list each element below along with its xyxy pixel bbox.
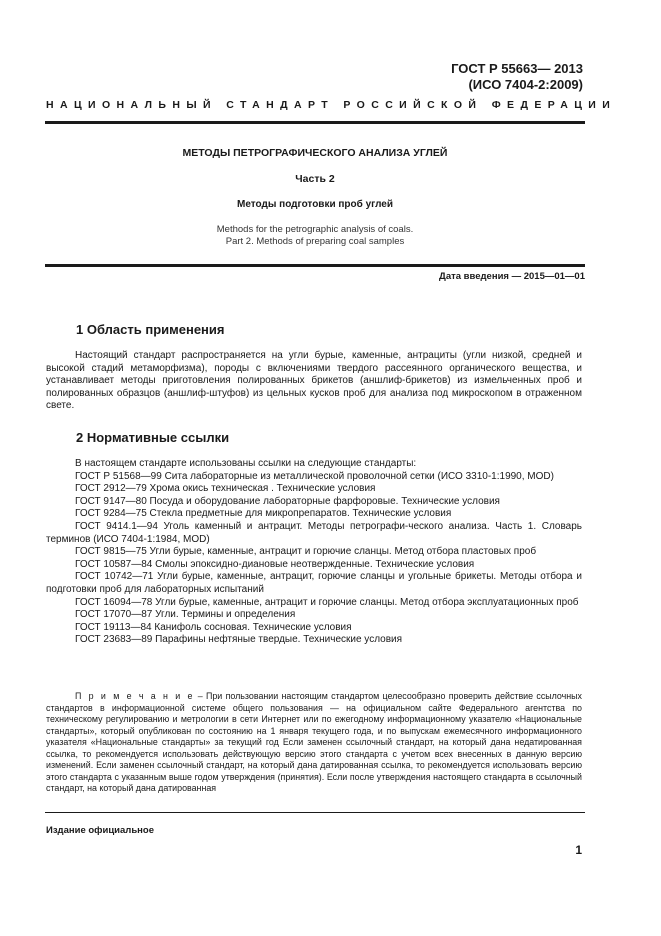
national-standard-title: НАЦИОНАЛЬНЫЙ СТАНДАРТ РОССИЙСКОЙ ФЕДЕРАЦИИ — [46, 99, 617, 111]
introduction-date: Дата введения — 2015—01—01 — [439, 271, 585, 282]
section2-references — [46, 458, 582, 647]
references-note — [46, 691, 582, 795]
reference-item: ГОСТ 9147—80 Посуда и оборудование лабораторные фарфоровые. Технические условия — [75, 495, 500, 507]
note-label: П р и м е ч а н и е — [75, 691, 195, 701]
english-title-line1: Methods for the petrographic analysis of coals. — [216, 224, 414, 235]
header-divider — [45, 121, 585, 124]
reference-item: ГОСТ 10742—71 Угли бурые, каменные, антрацит, горючие сланцы и угольные брикеты. Методы отбора и подготовки проб для лабораторных испытаний — [46, 571, 582, 595]
english-title-line2: Part 2. Methods of preparing coal samples — [225, 236, 405, 247]
section1-heading: 1 Область применения — [76, 322, 225, 337]
reference-item: ГОСТ 10587—84 Смолы эпоксидно-диановые неотвержденные. Технические условия — [75, 558, 475, 570]
footer-divider — [45, 812, 585, 813]
standard-code — [451, 61, 583, 93]
document-part: Часть 2 — [295, 173, 335, 185]
reference-item: ГОСТ 17070—87 Угли. Термины и определения — [75, 609, 296, 621]
standard-code-gost: ГОСТ Р 55663— 2013 — [451, 61, 583, 76]
reference-item: ГОСТ 2912—79 Хрома окись техническая . Технические условия — [75, 483, 376, 495]
references-intro: В настоящем стандарте использованы ссылки на следующие стандарты: — [75, 458, 417, 469]
page-number: 1 — [575, 843, 582, 857]
reference-item: ГОСТ 23683—89 Парафины нефтяные твердые. Технические условия — [75, 634, 403, 646]
section1-body — [46, 350, 582, 413]
reference-item: ГОСТ 9414.1—94 Уголь каменный и антрацит. Методы петрографи-ческого анализа. Часть 1. Словарь терминов (ИСО 7404-1:1984, MOD) — [46, 520, 582, 545]
note-paragraph — [46, 691, 582, 795]
reference-item: ГОСТ 9815—75 Угли бурые, каменные, антрацит и горючие сланцы. Метод отбора пластовых проб — [75, 546, 537, 558]
document-subtitle: Методы подготовки проб углей — [237, 199, 393, 210]
document-title: МЕТОДЫ ПЕТРОГРАФИЧЕСКОГО АНАЛИЗА УГЛЕЙ — [182, 147, 448, 159]
reference-item: ГОСТ Р 51568—99 Сита лабораторные из металлической проволочной сетки (ИСО 3310-1:1990, MOD) — [75, 470, 554, 482]
title-divider — [45, 264, 585, 267]
reference-item: ГОСТ 16094—78 Угли бурые, каменные, антрацит и горючие сланцы. Метод отбора эксплуатационных проб — [75, 596, 579, 608]
section2-heading: 2 Нормативные ссылки — [76, 430, 230, 445]
reference-item: ГОСТ 9284—75 Стекла предметные для микропрепаратов. Технические условия — [75, 508, 452, 520]
note-text: – При пользовании настоящим стандартом целесообразно проверить действие ссылочных стандартов в информационной системе общего пользования — на официальном сайте Федерального агентства по техническому регулированию и метрологии в сети Интернет или по ежегодному информационному указателю «Национальные стандарты», который опубликован по состоянию на 1 января текущего года, и по выпускам ежемесячного информационного указателя «Национальные стандарты» за текущий год Если заменен ссылочный стандарт, на который дана недатированная ссылка, то рекомендуется использовать действующую версию этого стандарта с учетом всех внесенных в данную версию изменений. Если заменен ссылочный стандарт, на который дана датированная ссылка, то рекомендуется использовать версию этого стандарта с указанным выше годом утверждения (принятия). Если после утверждения настоящего стандарта в ссылочный стандарт, на который дана датированная — [46, 691, 582, 793]
section1-paragraph: Настоящий стандарт распространяется на угли бурые, каменные, антрациты (угли низкой, средней и высокой стадий метаморфизма), породы с включениями твердого рассеянного органического вещества, и устанавливает методы приготовления полированных брикетов (аншлиф-брикетов) из измельченных проб и полированных образцов (аншлиф-штуфов) из цельных кусков проб для анализа под микроскопом в отраженном свете. — [46, 350, 582, 412]
reference-item: ГОСТ 19113—84 Канифоль сосновая. Технические условия — [75, 621, 352, 633]
english-title — [45, 224, 585, 248]
standard-code-iso: (ИСО 7404-2:2009) — [468, 77, 583, 92]
official-edition: Издание официальное — [46, 825, 154, 836]
